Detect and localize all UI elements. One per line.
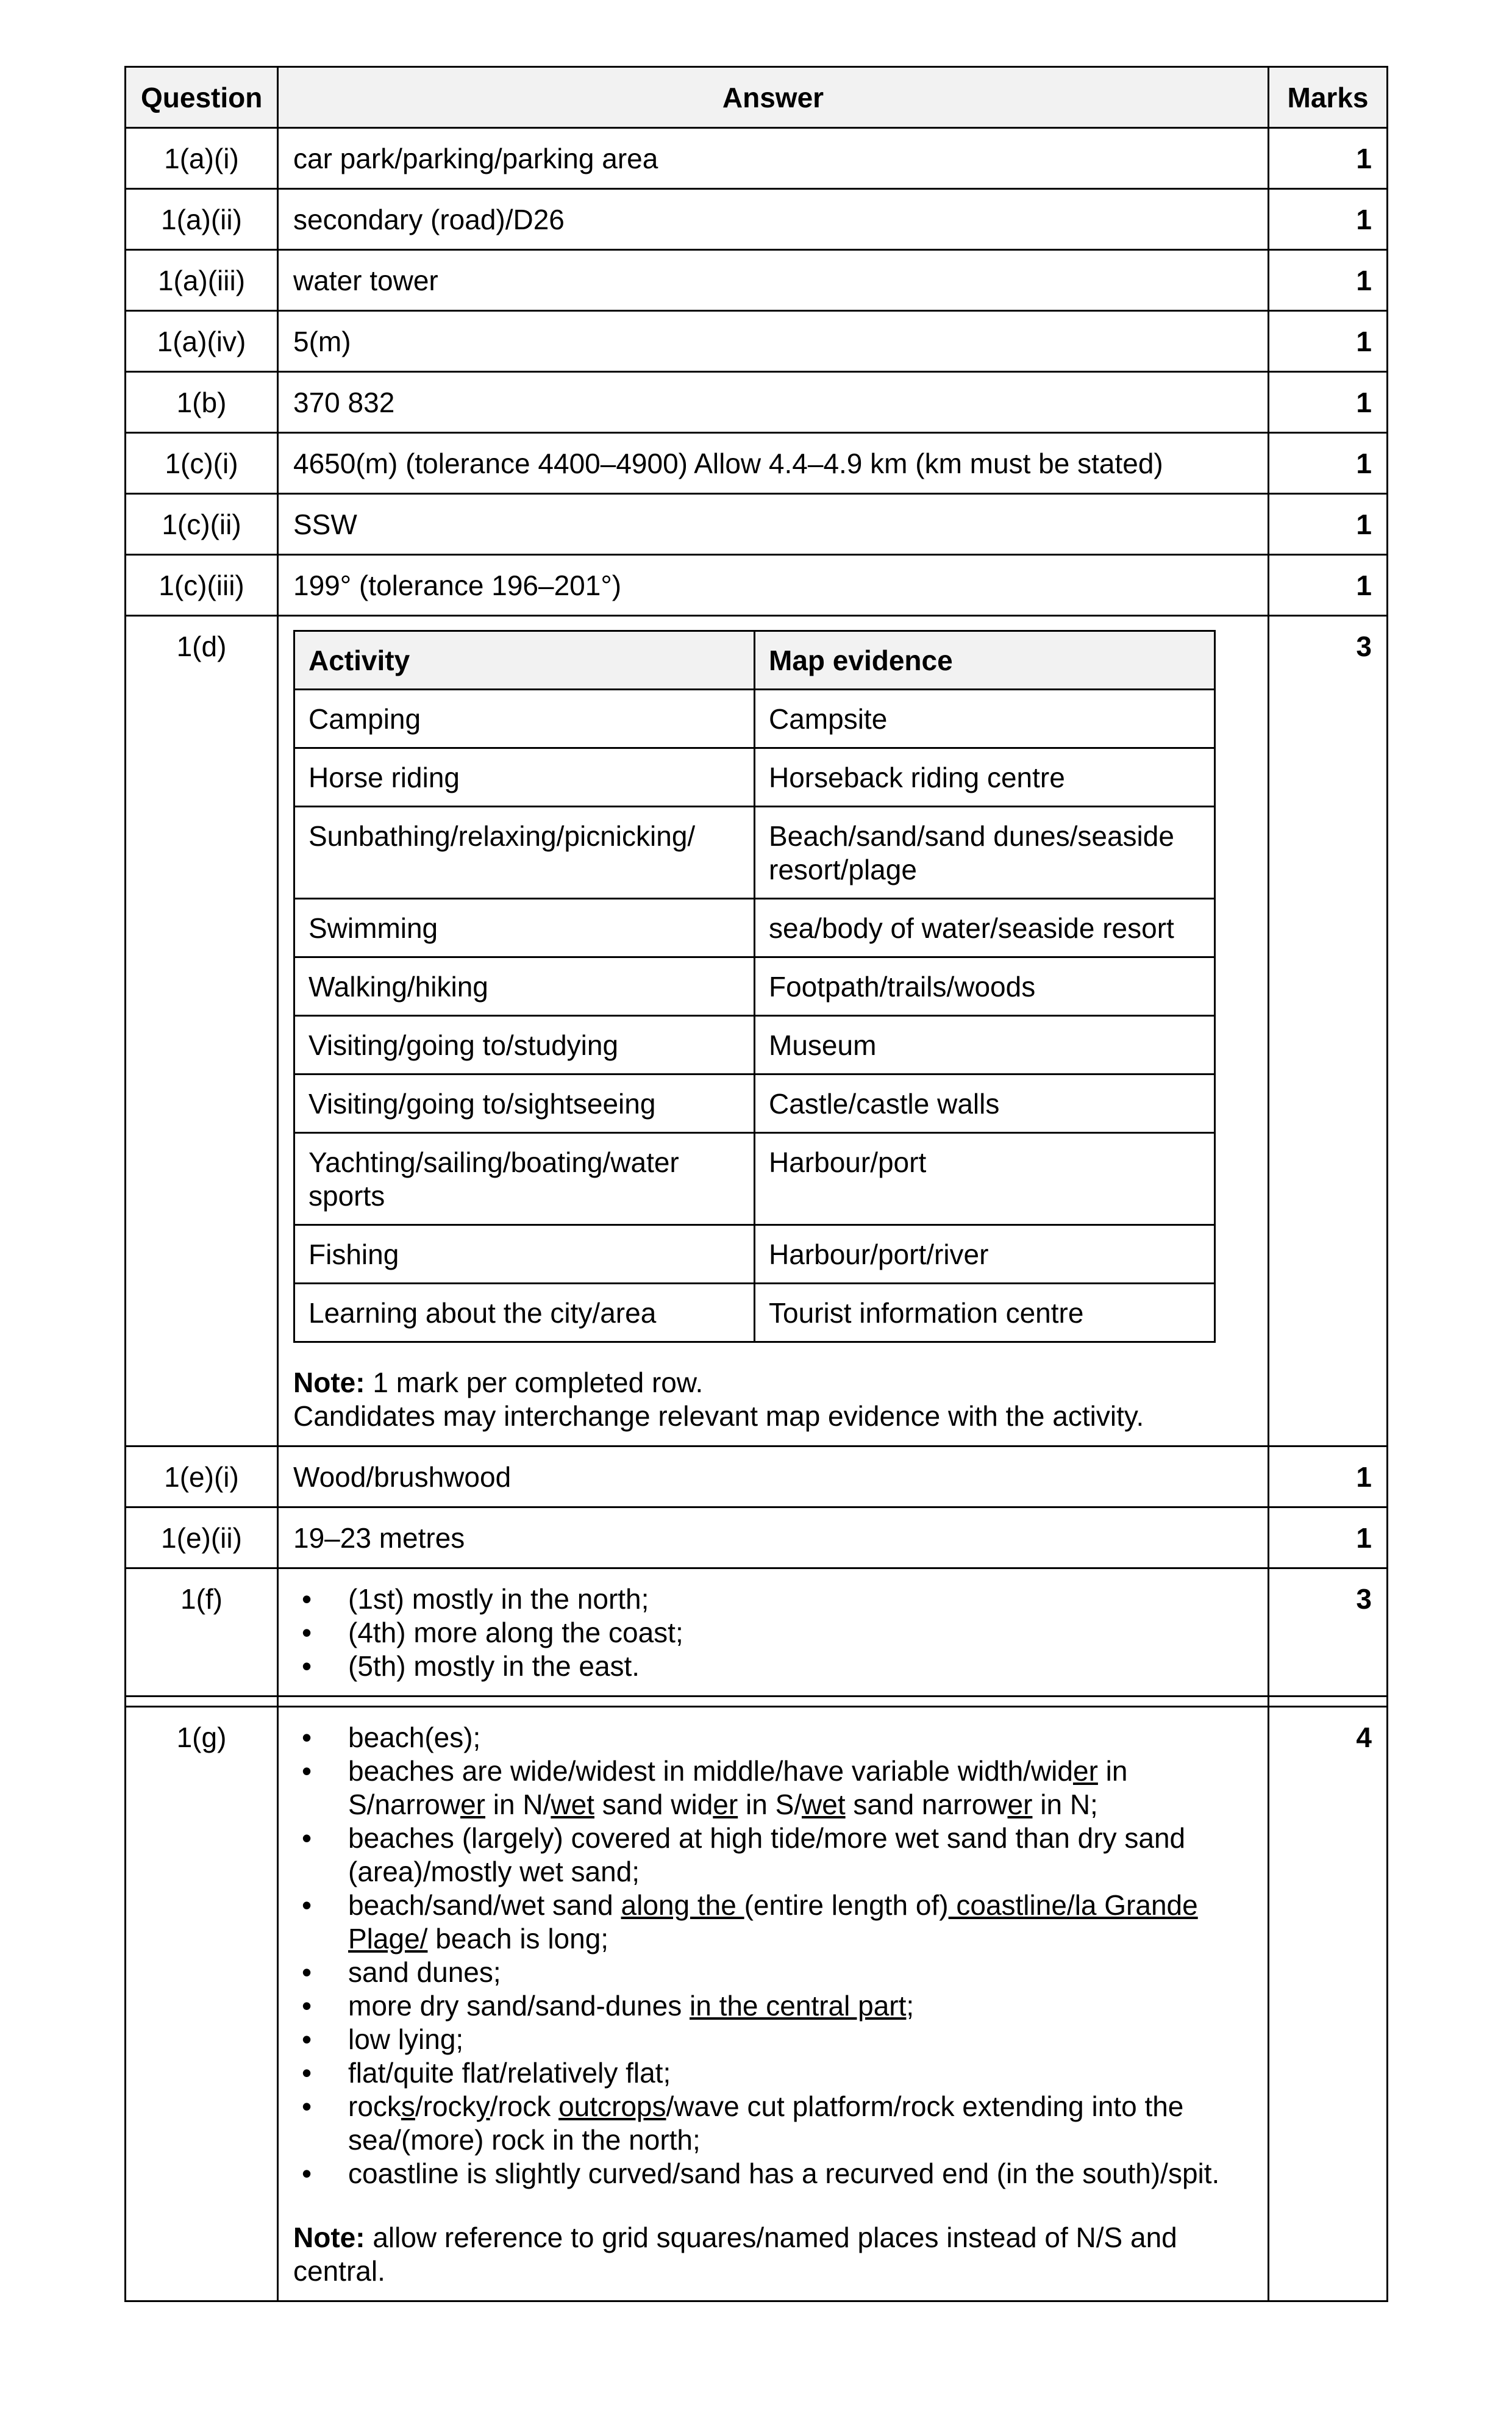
- header-row: [126, 67, 1388, 128]
- list-item: • beach(es);: [293, 1721, 1253, 1754]
- inner-row: [294, 957, 1215, 1016]
- list-item: • beaches are wide/widest in middle/have variable width/wider in S/narrower in N/wet sand wider in S/wet sand narrower in N;: [293, 1754, 1253, 1822]
- note: [293, 2221, 1253, 2288]
- question-number: 1(a)(ii): [126, 189, 278, 250]
- table-row: [126, 1507, 1388, 1568]
- table-row: [126, 494, 1388, 555]
- evidence: Castle/castle walls: [755, 1074, 1215, 1133]
- list-item: • (1st) mostly in the north;: [293, 1582, 1253, 1616]
- table-row: [126, 250, 1388, 311]
- question-number: 1(c)(i): [126, 433, 278, 494]
- inner-row: [294, 1284, 1215, 1342]
- answer-cell: [278, 1568, 1269, 1697]
- marks-value: 1: [1269, 1446, 1388, 1507]
- answer-text: 5(m): [278, 311, 1269, 372]
- inner-row: [294, 807, 1215, 899]
- list-item: • rocks/rocky/rock outcrops/wave cut platform/rock extending into the sea/(more) rock in the north;: [293, 2090, 1253, 2157]
- question-number: 1(e)(i): [126, 1446, 278, 1507]
- inner-row: [294, 1225, 1215, 1284]
- list-item: • more dry sand/sand-dunes in the central part;: [293, 1989, 1253, 2023]
- marks-value: 1: [1269, 311, 1388, 372]
- answer-text: 4650(m) (tolerance 4400–4900) Allow 4.4–4.9 km (km must be stated): [278, 433, 1269, 494]
- note: [293, 1366, 1253, 1433]
- activity: Sunbathing/relaxing/picnicking/: [294, 807, 755, 899]
- list-item: • sand dunes;: [293, 1956, 1253, 1989]
- question-number: 1(c)(iii): [126, 555, 278, 616]
- evidence: Footpath/trails/woods: [755, 957, 1215, 1016]
- marks-header: Marks: [1269, 67, 1388, 128]
- marks-value: 1: [1269, 189, 1388, 250]
- activity: Learning about the city/area: [294, 1284, 755, 1342]
- question-header: Question: [126, 67, 278, 128]
- marks-value: 3: [1269, 616, 1388, 1446]
- marks-value: 1: [1269, 433, 1388, 494]
- evidence: Museum: [755, 1016, 1215, 1074]
- answer-text: Wood/brushwood: [278, 1446, 1269, 1507]
- evidence: Beach/sand/sand dunes/seaside resort/plage: [755, 807, 1215, 899]
- answer-text: car park/parking/parking area: [278, 128, 1269, 189]
- activity: Swimming: [294, 899, 755, 957]
- marks-value: 3: [1269, 1568, 1388, 1697]
- list-item: • low lying;: [293, 2023, 1253, 2056]
- mark-scheme-table: [124, 66, 1388, 2302]
- table-row: [126, 311, 1388, 372]
- list-item: • (5th) mostly in the east.: [293, 1650, 1253, 1683]
- evidence: Tourist information centre: [755, 1284, 1215, 1342]
- table-row: [126, 1446, 1388, 1507]
- list-item: • (4th) more along the coast;: [293, 1616, 1253, 1650]
- marks-value: 4: [1269, 1707, 1388, 2301]
- note-text: 1 mark per completed row.: [365, 1367, 704, 1398]
- question-number: 1(f): [126, 1568, 278, 1697]
- note-label: Note:: [293, 1367, 365, 1398]
- table-row-1d: [126, 616, 1388, 1446]
- question-number: 1(g): [126, 1707, 278, 2301]
- inner-row: [294, 1074, 1215, 1133]
- note-text: allow reference to grid squares/named places instead of N/S and central.: [293, 2222, 1177, 2287]
- question-number: 1(b): [126, 372, 278, 433]
- evidence-header: Map evidence: [755, 631, 1215, 690]
- table-row: [126, 189, 1388, 250]
- list-item: • beach/sand/wet sand along the (entire length of) coastline/la Grande Plage/ beach is long;: [293, 1889, 1253, 1956]
- inner-row: [294, 1133, 1215, 1225]
- question-number: 1(a)(iii): [126, 250, 278, 311]
- answer-cell: [278, 1707, 1269, 2301]
- answer-text: water tower: [278, 250, 1269, 311]
- list-item: • coastline is slightly curved/sand has a recurved end (in the south)/spit.: [293, 2157, 1253, 2190]
- table-row: [126, 128, 1388, 189]
- answer-header: Answer: [278, 67, 1269, 128]
- question-number: 1(d): [126, 616, 278, 1446]
- answer-text: 199° (tolerance 196–201°): [278, 555, 1269, 616]
- evidence: Harbour/port: [755, 1133, 1215, 1225]
- evidence: Campsite: [755, 690, 1215, 748]
- activity-header: Activity: [294, 631, 755, 690]
- activity: Visiting/going to/sightseeing: [294, 1074, 755, 1133]
- activity: Visiting/going to/studying: [294, 1016, 755, 1074]
- evidence: sea/body of water/seaside resort: [755, 899, 1215, 957]
- row-separator: [126, 1697, 1388, 1707]
- inner-row: [294, 690, 1215, 748]
- activity-evidence-table: [293, 630, 1216, 1343]
- activity: Yachting/sailing/boating/water sports: [294, 1133, 755, 1225]
- bullet-list: [293, 1582, 1253, 1683]
- evidence: Horseback riding centre: [755, 748, 1215, 807]
- inner-header-row: [294, 631, 1215, 690]
- activity: Fishing: [294, 1225, 755, 1284]
- table-row: [126, 433, 1388, 494]
- list-item: • beaches (largely) covered at high tide/more wet sand than dry sand (area)/mostly wet sand;: [293, 1822, 1253, 1889]
- activity: Walking/hiking: [294, 957, 755, 1016]
- list-item: • flat/quite flat/relatively flat;: [293, 2056, 1253, 2090]
- table-row-1f: [126, 1568, 1388, 1697]
- answer-text: secondary (road)/D26: [278, 189, 1269, 250]
- marks-value: 1: [1269, 1507, 1388, 1568]
- note-label: Note:: [293, 2222, 365, 2253]
- table-row-1g: [126, 1707, 1388, 2301]
- marks-value: 1: [1269, 372, 1388, 433]
- answer-cell: [278, 616, 1269, 1446]
- note-text: Candidates may interchange relevant map evidence with the activity.: [293, 1400, 1144, 1432]
- table-row: [126, 372, 1388, 433]
- inner-row: [294, 899, 1215, 957]
- question-number: 1(a)(iv): [126, 311, 278, 372]
- activity: Camping: [294, 690, 755, 748]
- answer-text: 370 832: [278, 372, 1269, 433]
- evidence: Harbour/port/river: [755, 1225, 1215, 1284]
- bullet-list: [293, 1721, 1253, 2190]
- question-number: 1(e)(ii): [126, 1507, 278, 1568]
- table-row: [126, 555, 1388, 616]
- question-number: 1(c)(ii): [126, 494, 278, 555]
- marks-value: 1: [1269, 494, 1388, 555]
- answer-text: 19–23 metres: [278, 1507, 1269, 1568]
- inner-row: [294, 1016, 1215, 1074]
- activity: Horse riding: [294, 748, 755, 807]
- marks-value: 1: [1269, 128, 1388, 189]
- marks-value: 1: [1269, 555, 1388, 616]
- answer-text: SSW: [278, 494, 1269, 555]
- marks-value: 1: [1269, 250, 1388, 311]
- inner-row: [294, 748, 1215, 807]
- question-number: 1(a)(i): [126, 128, 278, 189]
